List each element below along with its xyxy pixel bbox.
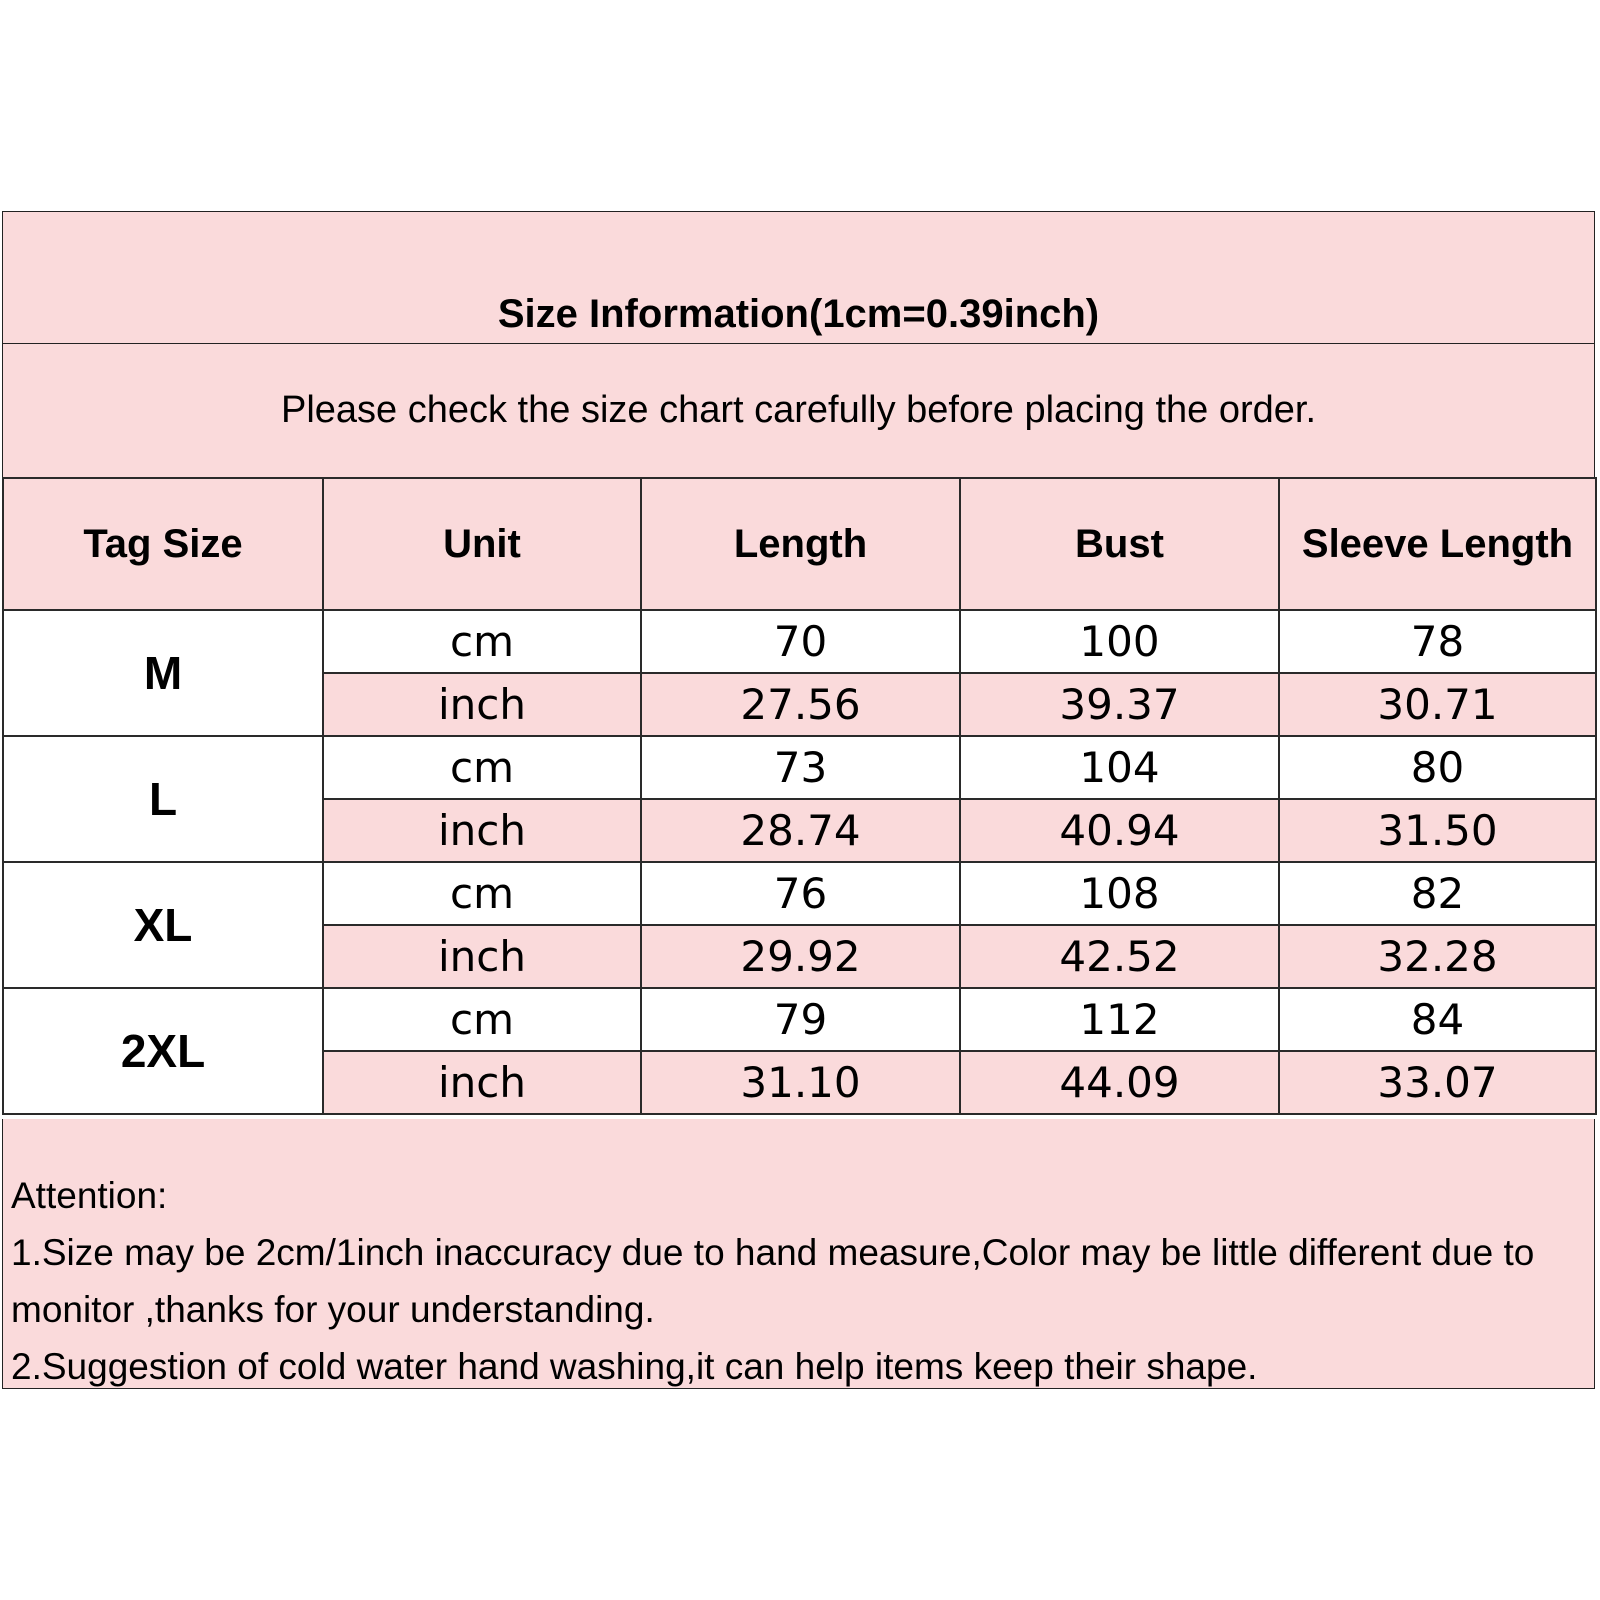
tag-size-cell: L <box>3 736 323 862</box>
length-cell: 28.74 <box>641 799 960 862</box>
header-row <box>3 478 1596 610</box>
attention-box <box>2 1119 1595 1389</box>
sleeve-cell: 84 <box>1279 988 1596 1051</box>
attention-heading: Attention: <box>11 1175 168 1216</box>
unit-cell: cm <box>323 610 641 673</box>
tag-size-cell: M <box>3 610 323 736</box>
attention-line-1: 1.Size may be 2cm/1inch inaccuracy due to hand measure,Color may be little different due to monitor ,thanks for your understanding. <box>11 1232 1535 1330</box>
length-cell: 70 <box>641 610 960 673</box>
table-row <box>3 736 1596 799</box>
tag-size-cell: XL <box>3 862 323 988</box>
unit-cell: inch <box>323 673 641 736</box>
unit-cell: cm <box>323 988 641 1051</box>
header-sleeve-length: Sleeve Length <box>1279 478 1596 610</box>
bust-cell: 108 <box>960 862 1279 925</box>
size-table <box>2 477 1597 1115</box>
table-row <box>3 610 1596 673</box>
header-unit: Unit <box>323 478 641 610</box>
header-bust: Bust <box>960 478 1279 610</box>
unit-cell: inch <box>323 799 641 862</box>
length-cell: 31.10 <box>641 1051 960 1114</box>
table-row <box>3 862 1596 925</box>
length-cell: 29.92 <box>641 925 960 988</box>
sleeve-cell: 82 <box>1279 862 1596 925</box>
header-length: Length <box>641 478 960 610</box>
length-cell: 73 <box>641 736 960 799</box>
page-title: Size Information(1cm=0.39inch) <box>497 292 1100 336</box>
bust-cell: 40.94 <box>960 799 1279 862</box>
bust-cell: 44.09 <box>960 1051 1279 1114</box>
unit-cell: cm <box>323 862 641 925</box>
order-note: Please check the size chart carefully before placing the order. <box>280 389 1317 431</box>
sleeve-cell: 80 <box>1279 736 1596 799</box>
unit-cell: cm <box>323 736 641 799</box>
tag-size-cell: 2XL <box>3 988 323 1114</box>
bust-cell: 112 <box>960 988 1279 1051</box>
sleeve-cell: 78 <box>1279 610 1596 673</box>
bust-cell: 100 <box>960 610 1279 673</box>
sleeve-cell: 33.07 <box>1279 1051 1596 1114</box>
length-cell: 79 <box>641 988 960 1051</box>
bust-cell: 104 <box>960 736 1279 799</box>
bust-cell: 42.52 <box>960 925 1279 988</box>
size-chart <box>2 211 1597 1388</box>
sleeve-cell: 30.71 <box>1279 673 1596 736</box>
unit-cell: inch <box>323 925 641 988</box>
length-cell: 27.56 <box>641 673 960 736</box>
sleeve-cell: 31.50 <box>1279 799 1596 862</box>
attention-line-2: 2.Suggestion of cold water hand washing,it can help items keep their shape. <box>11 1346 1258 1387</box>
length-cell: 76 <box>641 862 960 925</box>
header-tag-size: Tag Size <box>3 478 323 610</box>
unit-cell: inch <box>323 1051 641 1114</box>
bust-cell: 39.37 <box>960 673 1279 736</box>
title-row <box>2 211 1595 344</box>
note-row <box>2 344 1595 477</box>
table-row <box>3 988 1596 1051</box>
sleeve-cell: 32.28 <box>1279 925 1596 988</box>
